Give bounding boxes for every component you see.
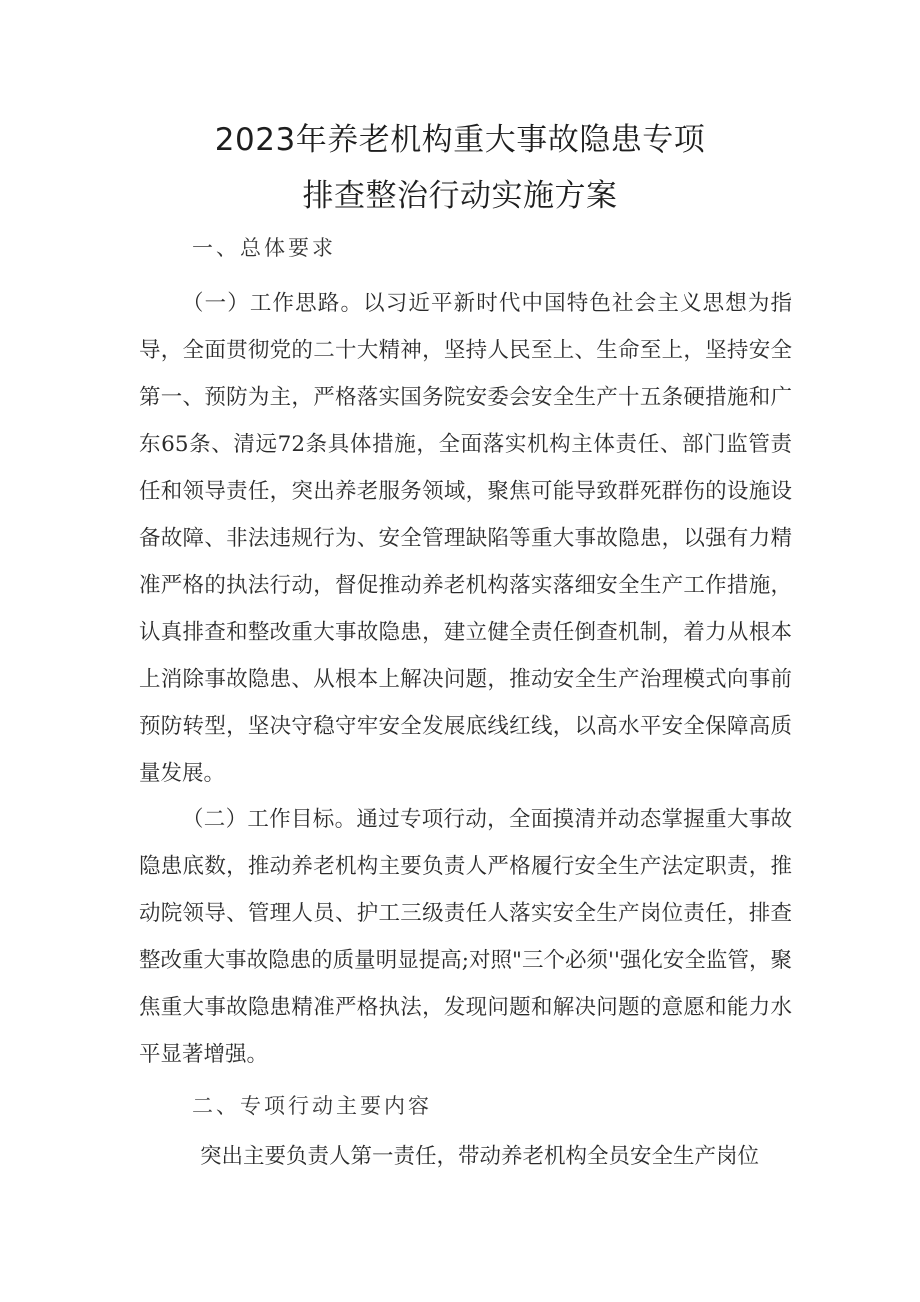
paragraph-main-content-start: 突出主要负责人第一责任，带动养老机构全员安全生产岗位 <box>200 1144 760 1169</box>
paragraph-work-goals: （二）工作目标。通过专项行动，全面摸清并动态掌握重大事故隐患底数，推动养老机构主要负责人严格履行安全生产法定职责，推动院领导、管理人员、护工三级责任人落实安全生产岗位责任，排查整改重大事故隐患的质量明显提高;对照"三个必须''强化安全监管，聚焦重大事故隐患精准严格执法，发现问题和解决问题的意愿和能力水平显著增强。 <box>139 807 792 1067</box>
document-title-line-1: 2023年养老机构重大事故隐患专项 <box>214 122 706 158</box>
paragraph-work-approach: （一）工作思路。以习近平新时代中国特色社会主义思想为指导，全面贯彻党的二十大精神，坚持人民至上、生命至上，坚持安全第一、预防为主，严格落实国务院安委会安全生产十五条硬措施和广东65条、清远72条具体措施，全面落实机构主体责任、部门监管责任和领导责任，突出养老服务领域，聚焦可能导致群死群伤的设施设备故障、非法违规行为、安全管理缺陷等重大事故隐患，以强有力精准严格的执法行动，督促推动养老机构落实落细安全生产工作措施，认真排查和整改重大事故隐患，建立健全责任倒查机制，着力从根本上消除事故隐患、从根本上解决问题，推动安全生产治理模式向事前预防转型，坚决守稳守牢安全发展底线红线，以高水平安全保障高质量发展。 <box>139 291 792 786</box>
document-title-line-2: 排查整治行动实施方案 <box>302 178 618 214</box>
section-heading-main-content: 二、专项行动主要内容 <box>192 1094 432 1118</box>
section-heading-general-requirements: 一、总体要求 <box>192 236 336 260</box>
